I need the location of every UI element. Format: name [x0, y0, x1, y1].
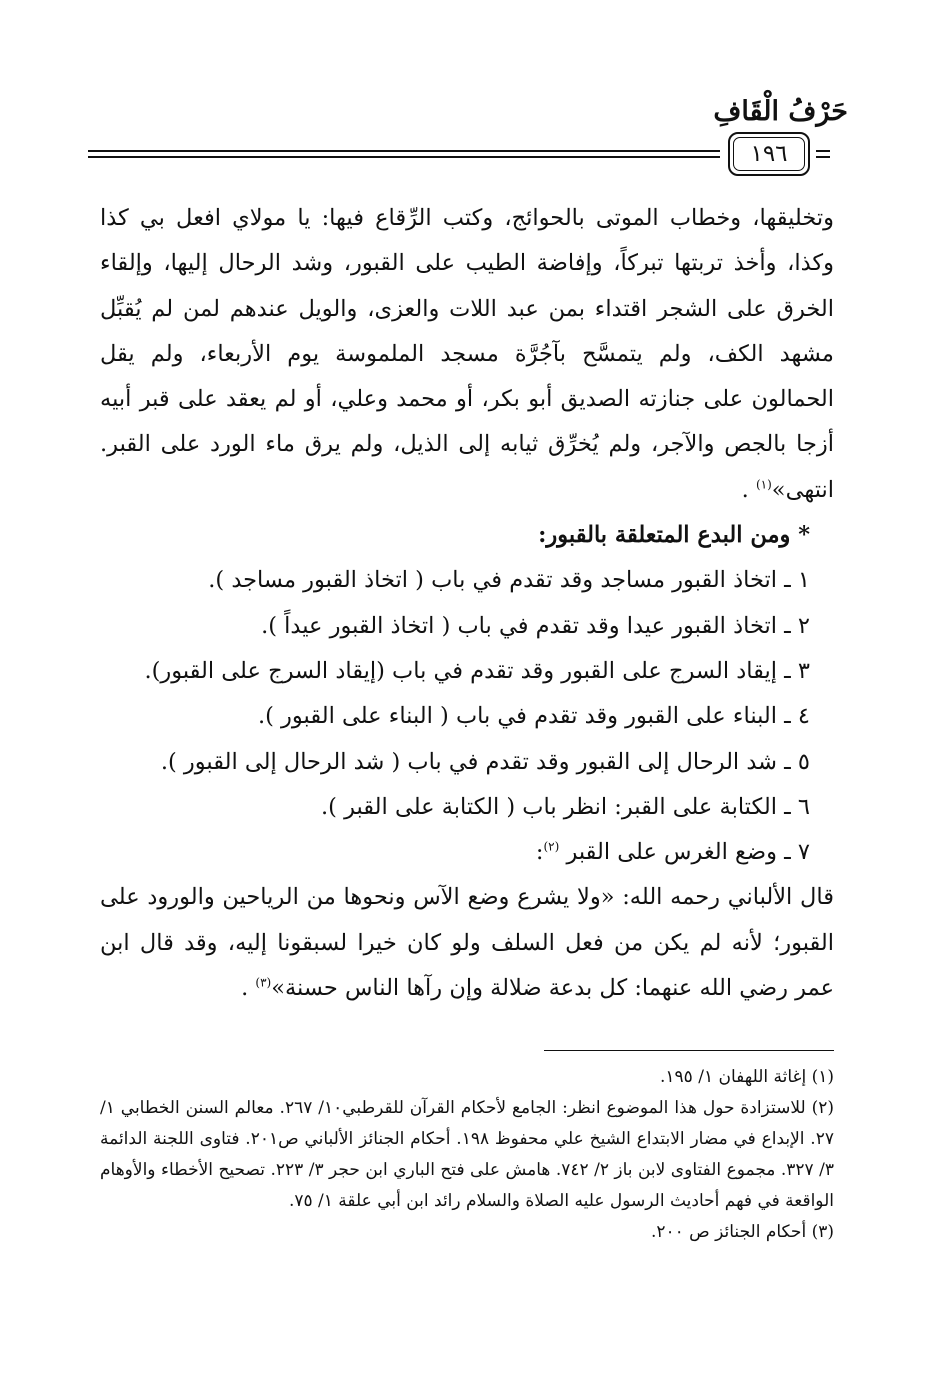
page-number-box: [728, 132, 810, 176]
footnotes: [100, 1062, 834, 1248]
footnote-ref: (٢): [543, 839, 560, 854]
double-rule-left: [88, 150, 720, 158]
list-item: ٥ ـ شد الرحال إلى القبور وقد تقدم في باب ( شد الرحال إلى القبور ).: [160, 748, 810, 775]
list-item: ٤ ـ البناء على القبور وقد تقدم في باب ( البناء على القبور ).: [257, 703, 810, 730]
paragraph-end: .: [741, 476, 756, 503]
list-item: ٢ ـ اتخاذ القبور عيدا وقد تقدم في باب ( اتخاذ القبور عيداً ).: [261, 612, 810, 639]
page-number: ١٩٦: [750, 141, 788, 167]
paragraph-text: وتخليقها، وخطاب الموتى بالحوائج، وكتب الرِّقاع فيها: يا مولاي افعل بي كذا وكذا، وأخذ تربتها تبركاً، وإفاضة الطيب على القبور، وشد الرحال إليها، وإلقاء الخرق على الشجر اقتداء بمن عبد اللات والعزى، والويل عندهم لمن لم يُقبِّل مشهد الكف، ولم يتمسَّح بآجُرَّة مسجد الملموسة يوم الأربعاء، ولم يقل الحمالون على جنازته الصديق أبو بكر، أو محمد وعلي، أو لم يعقد على قبر أبيه أزجا بالجص والآجر، ولم يُخرِّق ثيابه إلى الذيل، ولم يرق ماء الورد على القبر. انتهى»: [100, 205, 834, 503]
paragraph-text: قال الألباني رحمه الله: «ولا يشرع وضع الآس ونحوها من الرياحين والورود على القبور؛ لأنه لم يكن من فعل السلف ولو كان خيرا لسبقونا إليه، وقد قال ابن عمر رضي الله عنهما: كل بدعة ضلالة وإن رآها الناس حسنة»: [100, 884, 834, 1002]
list-item: ١ ـ اتخاذ القبور مساجد وقد تقدم في باب ( اتخاذ القبور مساجد ).: [208, 567, 810, 594]
paragraph: [100, 196, 834, 513]
footnote: (٢) للاستزادة حول هذا الموضوع انظر: الجامع لأحكام القرآن للقرطبي١٠/ ٢٦٧. معالم السنن الخطابي ١/ ٢٧. الإبداع في مضار الابتداع الشيخ علي محفوظ ١٩٨. أحكام الجنائز الألباني ص٢٠١. فتاوى اللجنة الدائمة ٣/ ٣٢٧. مجموع الفتاوى لابن باز ٢/ ٧٤٢. هامش على فتح الباري ابن حجر ٣/ ٢٢٣. تصحيح الأخطاء والأوهام الواقعة في فهم أحاديث الرسول عليه الصلاة والسلام رائد ابن أبي علقة ١/ ٧٥.: [100, 1098, 835, 1211]
list-item-text: ٧ ـ وضع الغرس على القبر: [566, 839, 810, 866]
paragraph: [100, 875, 834, 1011]
header-rule: [88, 128, 830, 184]
footnote-ref: (٣): [255, 975, 272, 990]
footnote: (٣) أحكام الجنائز ص ٢٠٠.: [650, 1222, 834, 1242]
main-text: [100, 196, 834, 1011]
footnote-rule: [544, 1050, 834, 1051]
list-item: [100, 830, 834, 875]
section-heading: * ومن البدع المتعلقة بالقبور:: [538, 522, 810, 549]
footnote-ref: (١): [755, 477, 772, 492]
list-item: ٦ ـ الكتابة على القبر: انظر باب ( الكتابة على القبر ).: [321, 793, 810, 820]
double-rule-right: [816, 150, 830, 158]
footnote: (١) إغاثة اللهفان ١/ ١٩٥.: [660, 1067, 834, 1087]
list-item-end: :: [535, 839, 544, 866]
list-item: ٣ ـ إيقاد السرج على القبور وقد تقدم في باب (إيقاد السرج على القبور).: [144, 657, 810, 684]
running-head: حَرْفُ الْقَافِ: [713, 96, 848, 127]
paragraph-end: .: [241, 975, 256, 1002]
